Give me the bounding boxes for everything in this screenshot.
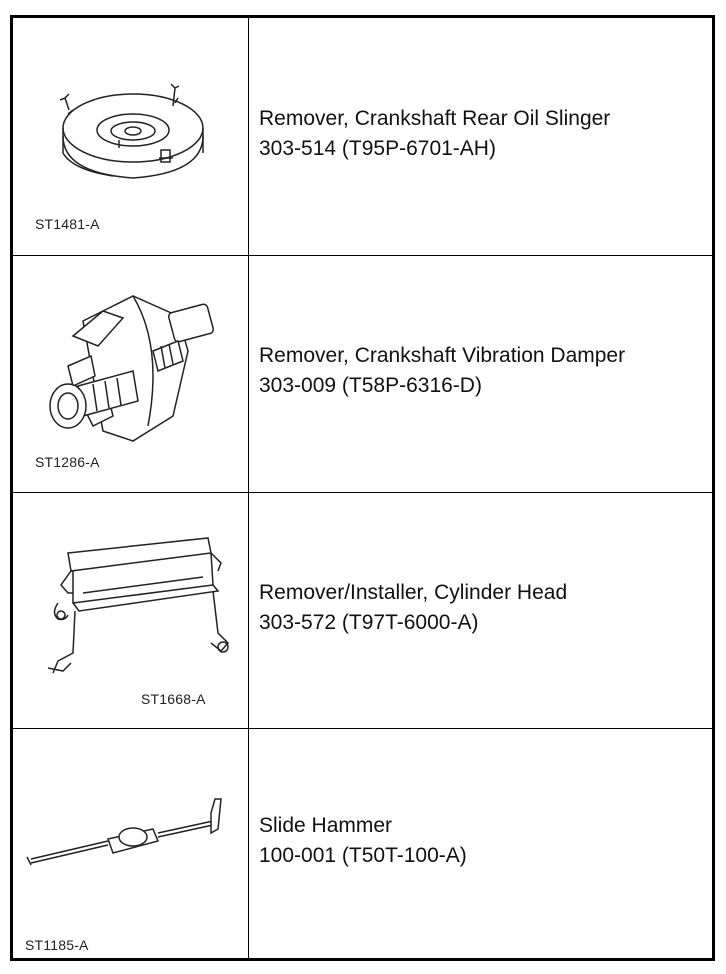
tool-illustration-cell [13, 18, 249, 255]
tool-row [13, 18, 712, 255]
tool-part-number: 100-001 (T50T-100-A) [259, 843, 467, 867]
tool-name: Slide Hammer [259, 813, 393, 837]
cylinder-head-installer-icon [13, 493, 249, 729]
tool-part-number: 303-514 (T95P-6701-AH) [259, 136, 496, 160]
tool-part-number: 303-009 (T58P-6316-D) [259, 374, 482, 397]
tool-illustration-cell [13, 493, 249, 728]
tool-name: Remover, Crankshaft Vibration Damper [259, 344, 626, 367]
illustration-code: ST1668-A [141, 691, 206, 707]
tool-row [13, 492, 712, 728]
tool-description-cell [249, 729, 712, 958]
illustration-code: ST1185-A [25, 937, 89, 953]
tool-row [13, 255, 712, 492]
slide-hammer-icon [13, 729, 249, 959]
tool-name: Remover/Installer, Cylinder Head [259, 580, 568, 604]
tool-illustration-cell [13, 256, 249, 492]
special-tools-table [10, 15, 715, 961]
illustration-code: ST1481-A [35, 216, 100, 232]
tool-description-cell [249, 256, 712, 492]
tool-description-cell [249, 18, 712, 255]
tool-name: Remover, Crankshaft Rear Oil Slinger [259, 106, 611, 130]
tool-illustration-cell [13, 729, 249, 958]
tool-description-cell [249, 493, 712, 728]
illustration-code: ST1286-A [35, 454, 100, 470]
tool-row [13, 728, 712, 958]
tool-part-number: 303-572 (T97T-6000-A) [259, 610, 479, 634]
